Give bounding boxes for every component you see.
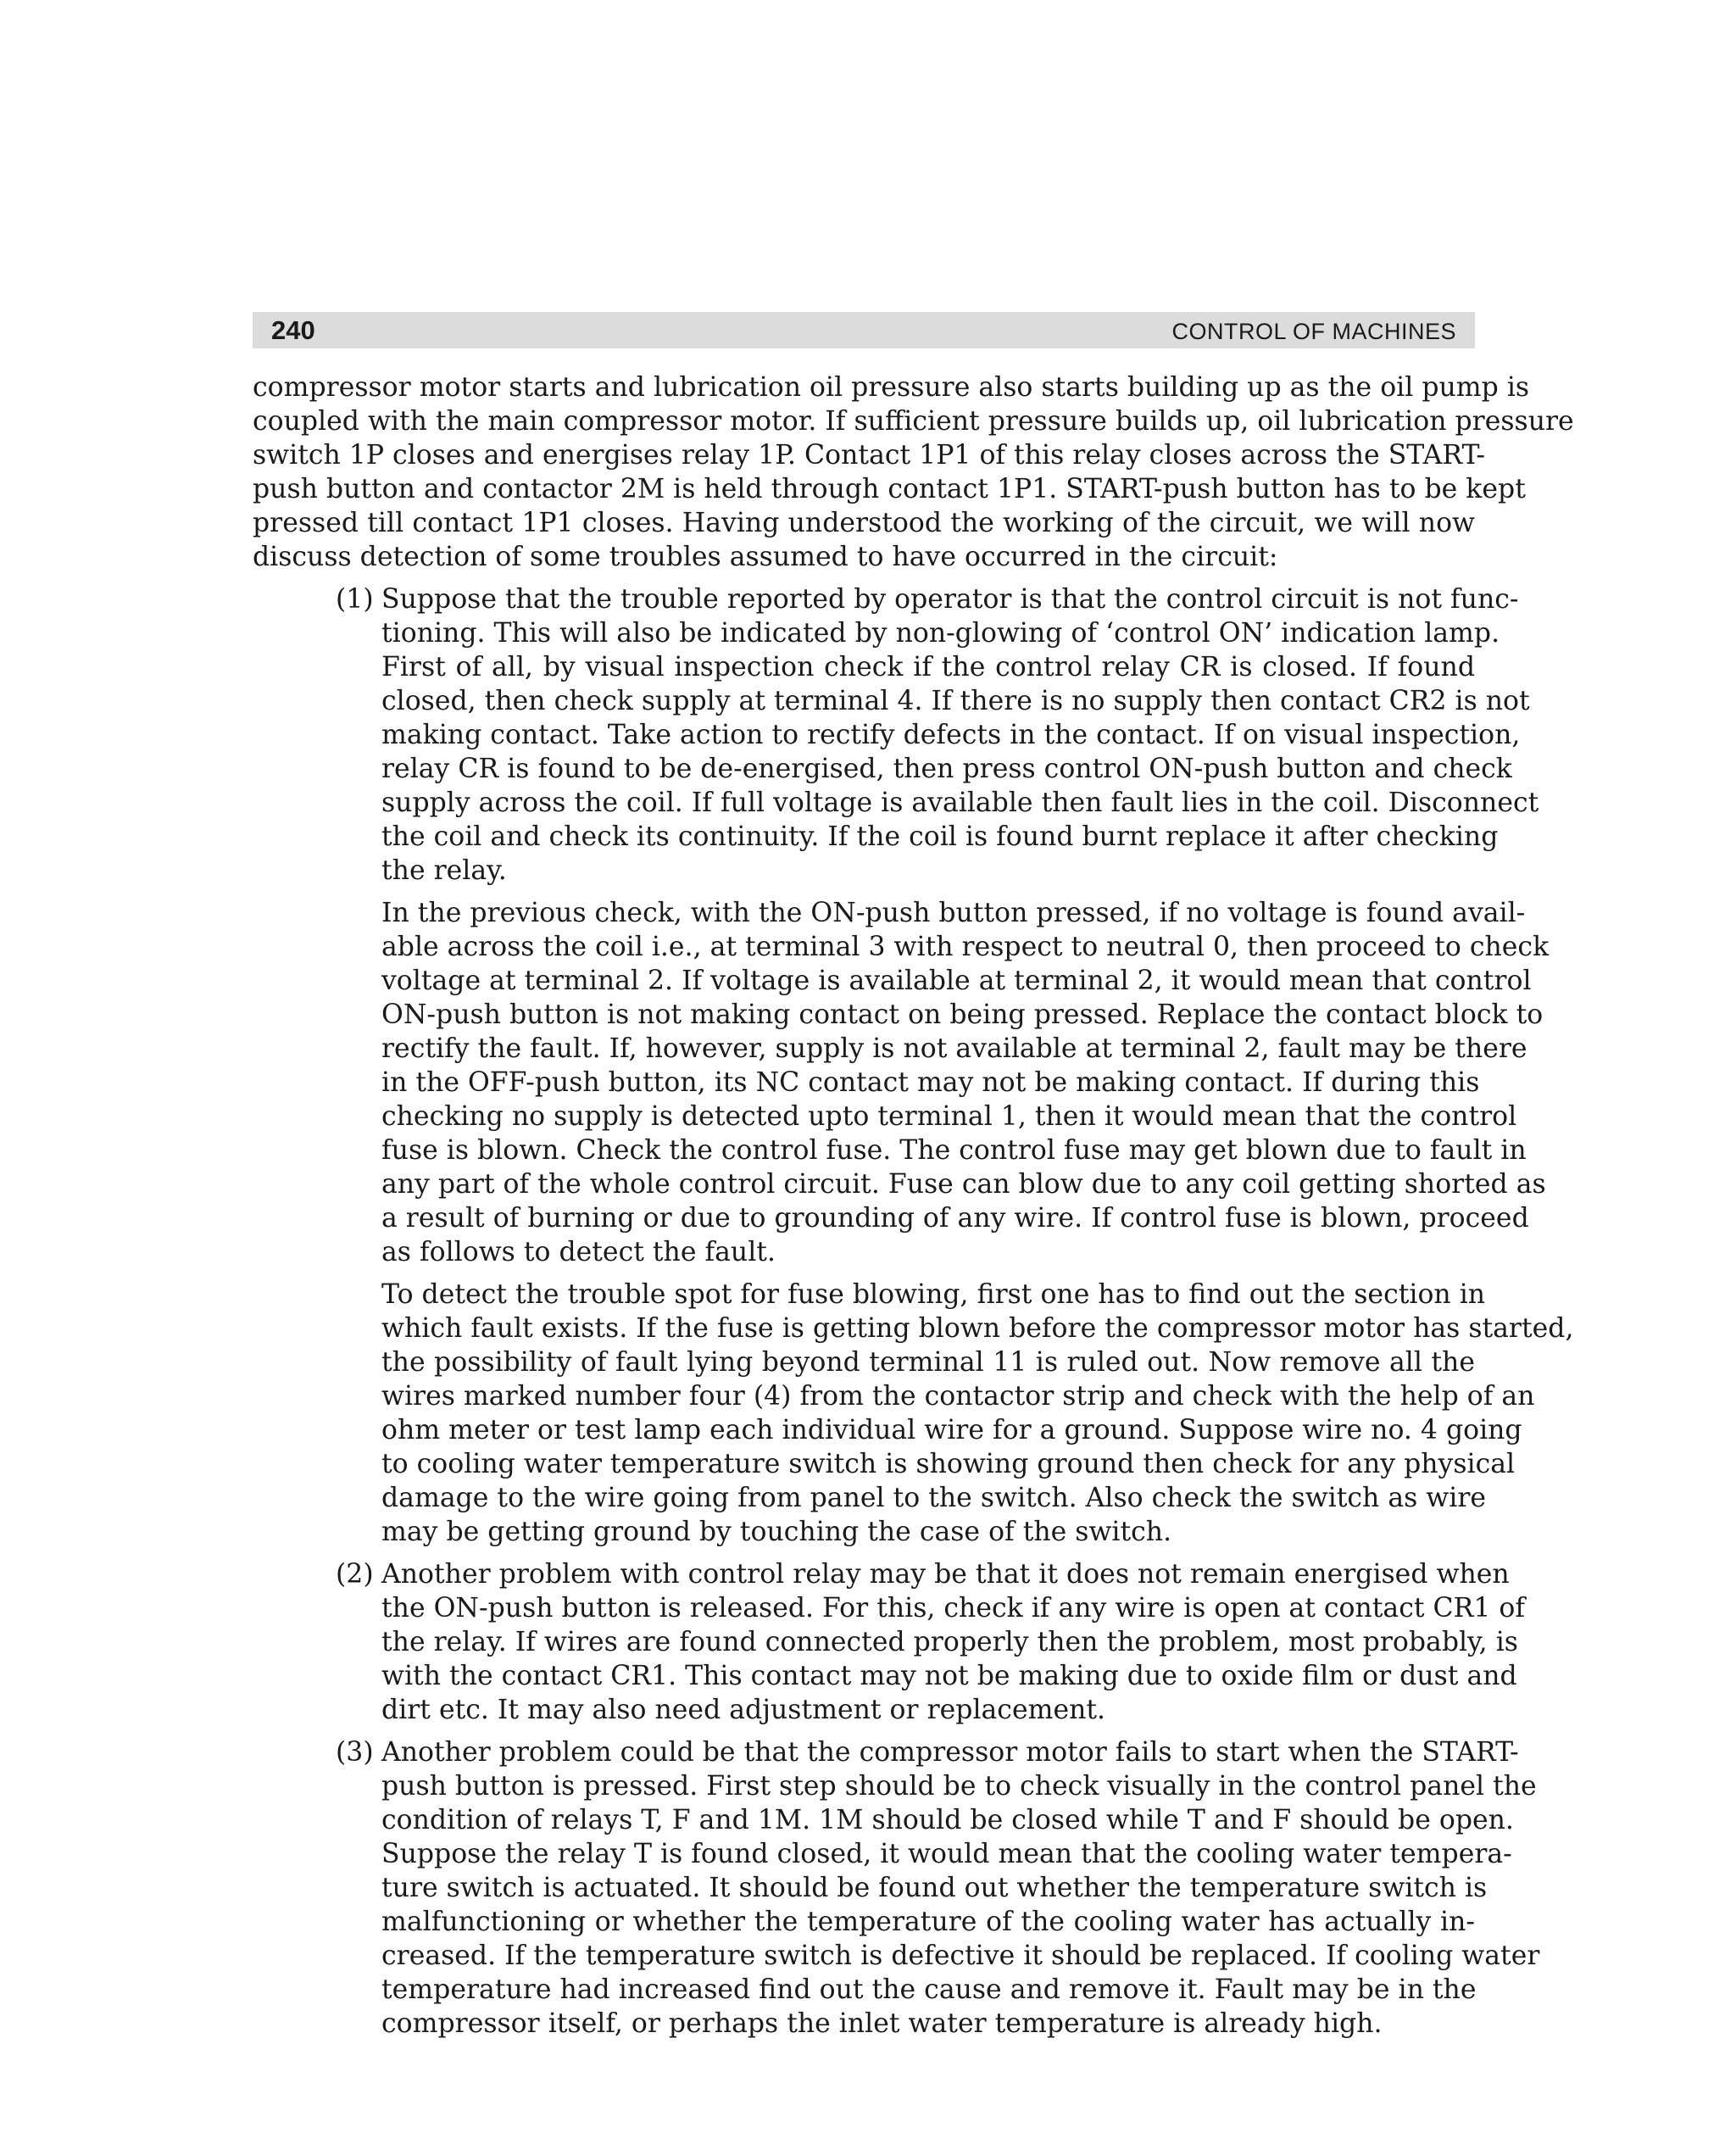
list-item-3 xyxy=(336,1735,1540,2041)
text-line: as follows to detect the fault. xyxy=(381,1237,776,1267)
text-line: push button and contactor 2M is held through contact 1P1. START-push button has to be kept xyxy=(253,474,1526,504)
text-line: tioning. This will also be indicated by non-glowing of ‘control ON’ indication lamp. xyxy=(381,618,1500,649)
text-line: the relay. If wires are found connected properly then the problem, most probably, is xyxy=(381,1627,1518,1657)
text-line: ture switch is actuated. It should be found out whether the temperature switch is xyxy=(381,1873,1488,1903)
text-line: rectify the fault. If, however, supply is not available at terminal 2, fault may be there xyxy=(381,1033,1527,1064)
text-line: switch 1P closes and energises relay 1P. Contact 1P1 of this relay closes across the START- xyxy=(253,440,1486,471)
text-line: fuse is blown. Check the control fuse. The control fuse may get blown due to fault in xyxy=(381,1135,1527,1166)
list-item-2 xyxy=(336,1557,1526,1727)
text-line: ON-push button is not making contact on being pressed. Replace the contact block to xyxy=(381,1000,1544,1030)
text-line: condition of relays T, F and 1M. 1M should be closed while T and F should be open. xyxy=(381,1805,1514,1835)
text-line: wires marked number four (4) from the contactor strip and check with the help of an xyxy=(381,1381,1535,1412)
list-marker: (2) xyxy=(336,1559,374,1590)
text-line: in the OFF-push button, its NC contact may not be making contact. If during this xyxy=(381,1067,1480,1098)
item-paragraph xyxy=(381,582,1539,888)
text-line: Suppose that the trouble reported by operator is that the control circuit is not func- xyxy=(381,584,1519,615)
text-line: creased. If the temperature switch is defective it should be replaced. If cooling water xyxy=(381,1941,1540,1971)
text-line: to cooling water temperature switch is showing ground then check for any physical xyxy=(381,1449,1516,1479)
running-title: CONTROL OF MACHINES xyxy=(1171,319,1456,344)
item-paragraph xyxy=(381,896,1550,1269)
item-paragraph xyxy=(381,1557,1526,1727)
text-line: relay CR is found to be de-energised, then press control ON-push button and check xyxy=(381,754,1512,784)
text-line: First of all, by visual inspection check if the control relay CR is closed. If found xyxy=(381,652,1475,682)
item-paragraph xyxy=(381,1735,1540,2041)
text-line: any part of the whole control circuit. Fuse can blow due to any coil getting shorted as xyxy=(381,1169,1546,1200)
text-line: Another problem could be that the compressor motor fails to start when the START- xyxy=(381,1737,1519,1768)
text-line: voltage at terminal 2. If voltage is available at terminal 2, it would mean that control xyxy=(381,966,1532,996)
running-header xyxy=(253,312,1475,348)
text-line: the possibility of fault lying beyond terminal 11 is ruled out. Now remove all the xyxy=(381,1347,1475,1378)
text-line: Suppose the relay T is found closed, it would mean that the cooling water tempera- xyxy=(381,1839,1512,1869)
text-line: able across the coil i.e., at terminal 3 with respect to neutral 0, then proceed to check xyxy=(381,932,1550,962)
text-line: compressor motor starts and lubrication oil pressure also starts building up as the oil pump is xyxy=(253,372,1530,403)
text-line: ohm meter or test lamp each individual wire for a ground. Suppose wire no. 4 going xyxy=(381,1415,1522,1445)
text-line: dirt etc. It may also need adjustment or replacement. xyxy=(381,1695,1106,1725)
text-line: a result of burning or due to grounding of any wire. If control fuse is blown, proceed xyxy=(381,1203,1529,1234)
text-line: compressor itself, or perhaps the inlet water temperature is already high. xyxy=(381,2008,1383,2039)
item-paragraph xyxy=(381,1278,1574,1549)
text-line: the coil and check its continuity. If the coil is found burnt replace it after checking xyxy=(381,821,1499,852)
numbered-list xyxy=(336,582,1574,2041)
text-line: To detect the trouble spot for fuse blowing, first one has to find out the section in xyxy=(381,1279,1486,1310)
text-line: checking no supply is detected upto terminal 1, then it would mean that the control xyxy=(381,1101,1517,1132)
text-line: Another problem with control relay may be that it does not remain energised when xyxy=(381,1559,1510,1590)
text-line: malfunctioning or whether the temperature of the cooling water has actually in- xyxy=(381,1907,1475,1937)
text-line: the relay. xyxy=(381,855,507,886)
text-line: coupled with the main compressor motor. If sufficient pressure builds up, oil lubrication pressure xyxy=(253,406,1574,437)
text-line: pressed till contact 1P1 closes. Having understood the working of the circuit, we will now xyxy=(253,508,1475,538)
list-marker: (3) xyxy=(336,1737,374,1768)
text-line: may be getting ground by touching the case of the switch. xyxy=(381,1517,1172,1547)
text-line: temperature had increased find out the cause and remove it. Fault may be in the xyxy=(381,1974,1477,2005)
text-line: In the previous check, with the ON-push button pressed, if no voltage is found avail- xyxy=(381,898,1526,928)
text-line: damage to the wire going from panel to the switch. Also check the switch as wire xyxy=(381,1483,1487,1513)
text-line: which fault exists. If the fuse is getting blown before the compressor motor has started, xyxy=(381,1313,1574,1344)
list-item-1 xyxy=(336,582,1574,1549)
text-line: the ON-push button is released. For this, check if any wire is open at contact CR1 of xyxy=(381,1593,1526,1623)
text-line: closed, then check supply at terminal 4. If there is no supply then contact CR2 is not xyxy=(381,686,1530,716)
list-marker: (1) xyxy=(336,584,374,615)
text-line: making contact. Take action to rectify defects in the contact. If on visual inspection, xyxy=(381,720,1521,750)
text-line: discuss detection of some troubles assumed to have occurred in the circuit: xyxy=(253,542,1278,572)
text-line: with the contact CR1. This contact may not be making due to oxide film or dust and xyxy=(381,1661,1517,1691)
page-number: 240 xyxy=(271,315,315,345)
text-line: push button is pressed. First step should be to check visually in the control panel the xyxy=(381,1771,1537,1802)
intro-paragraph xyxy=(253,370,1574,574)
text-line: supply across the coil. If full voltage is available then fault lies in the coil. Disconnect xyxy=(381,788,1539,818)
